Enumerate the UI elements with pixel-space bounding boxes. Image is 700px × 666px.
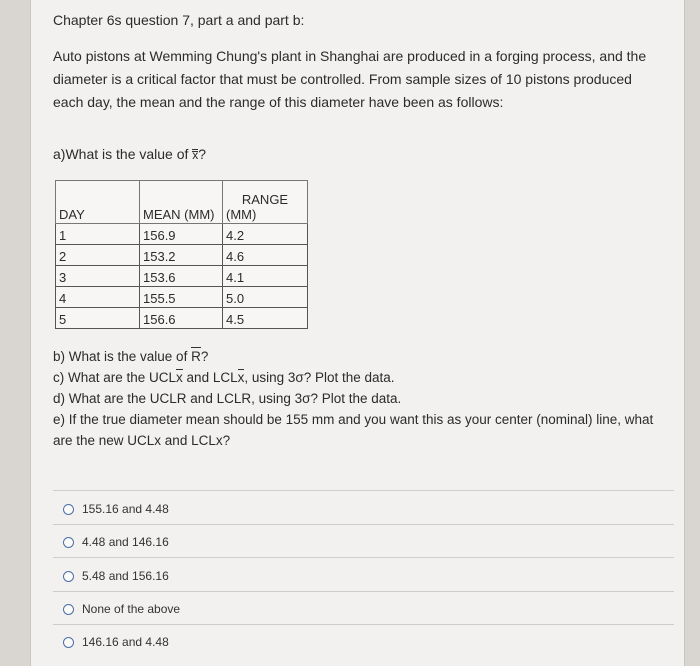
answer-option[interactable] <box>63 569 169 583</box>
cell-day: 4 <box>56 287 140 308</box>
table-header-row <box>56 181 308 224</box>
cell-day: 5 <box>56 308 140 329</box>
cell-range: 4.1 <box>223 266 308 287</box>
radio-button[interactable] <box>63 537 74 548</box>
cell-range: 4.5 <box>223 308 308 329</box>
question-d-prefix: d) What are the UCLR and LCLR, using 3 <box>53 391 303 406</box>
question-a <box>53 146 674 162</box>
header-range <box>223 181 308 224</box>
data-table <box>55 180 308 329</box>
table-row <box>56 287 308 308</box>
sigma-symbol: σ <box>302 391 311 406</box>
question-a-suffix: ? <box>198 146 207 162</box>
divider <box>53 557 674 558</box>
cell-mean: 155.5 <box>140 287 223 308</box>
header-day: DAY <box>56 181 140 224</box>
table-row <box>56 308 308 329</box>
answer-option[interactable] <box>63 502 169 516</box>
divider <box>53 624 674 625</box>
radio-button[interactable] <box>63 637 74 648</box>
divider <box>53 591 674 592</box>
table-row <box>56 245 308 266</box>
cell-range: 4.2 <box>223 224 308 245</box>
table-row <box>56 266 308 287</box>
question-b <box>53 346 674 367</box>
problem-statement: Auto pistons at Wemming Chung's plant in Shanghai are produced in a forging process, and the diameter is a critical factor that must be controlled. From sample sizes of 10 pistons produced each day, the mean and the range of this diameter have been as follows: <box>53 48 647 110</box>
answer-option[interactable] <box>63 635 169 649</box>
cell-day: 3 <box>56 266 140 287</box>
x-double-bar-symbol: x <box>192 148 199 162</box>
x-bar-symbol: x <box>238 367 245 388</box>
question-a-prefix: a)What is the value of <box>53 146 193 162</box>
cell-mean: 153.2 <box>140 245 223 266</box>
question-e: e) If the true diameter mean should be 155 mm and you want this as your center (nominal) line, what are the new UCLx and LCLx? <box>53 412 654 448</box>
question-header: Chapter 6s question 7, part a and part b: <box>53 12 305 28</box>
answer-option[interactable] <box>63 602 180 616</box>
question-c-suffix: ? Plot the data. <box>303 370 395 385</box>
table-row <box>56 224 308 245</box>
radio-button[interactable] <box>63 604 74 615</box>
divider <box>53 524 674 525</box>
answer-option-label: 4.48 and 146.16 <box>82 535 169 549</box>
sigma-symbol: σ <box>295 370 304 385</box>
question-c <box>53 367 674 388</box>
question-b-suffix: ? <box>200 349 209 364</box>
header-range-line1: RANGE <box>241 192 289 207</box>
x-bar-symbol: x <box>176 367 183 388</box>
radio-button[interactable] <box>63 504 74 515</box>
answer-option-label: None of the above <box>82 602 181 616</box>
question-b-prefix: b) What is the value of <box>53 349 192 364</box>
cell-mean: 153.6 <box>140 266 223 287</box>
answer-option-label: 146.16 and 4.48 <box>82 635 169 649</box>
answer-option[interactable] <box>63 535 169 549</box>
header-mean: MEAN (MM) <box>140 181 223 224</box>
question-c-mid2: , using 3 <box>244 370 296 385</box>
answer-option-label: 155.16 and 4.48 <box>82 502 169 516</box>
question-c-prefix: c) What are the UCL <box>53 370 177 385</box>
cell-range: 5.0 <box>223 287 308 308</box>
cell-mean: 156.6 <box>140 308 223 329</box>
question-d-suffix: ? Plot the data. <box>310 391 402 406</box>
radio-button[interactable] <box>63 571 74 582</box>
answer-option-label: 5.48 and 156.16 <box>82 569 169 583</box>
question-card <box>30 0 685 666</box>
cell-range: 4.6 <box>223 245 308 266</box>
question-c-mid: and LCL <box>182 370 238 385</box>
r-bar-symbol: R <box>191 346 201 367</box>
cell-day: 1 <box>56 224 140 245</box>
header-range-line2: (MM) <box>226 207 257 222</box>
cell-mean: 156.9 <box>140 224 223 245</box>
question-d <box>53 388 674 409</box>
sub-questions <box>53 346 674 451</box>
cell-day: 2 <box>56 245 140 266</box>
divider <box>53 490 674 491</box>
